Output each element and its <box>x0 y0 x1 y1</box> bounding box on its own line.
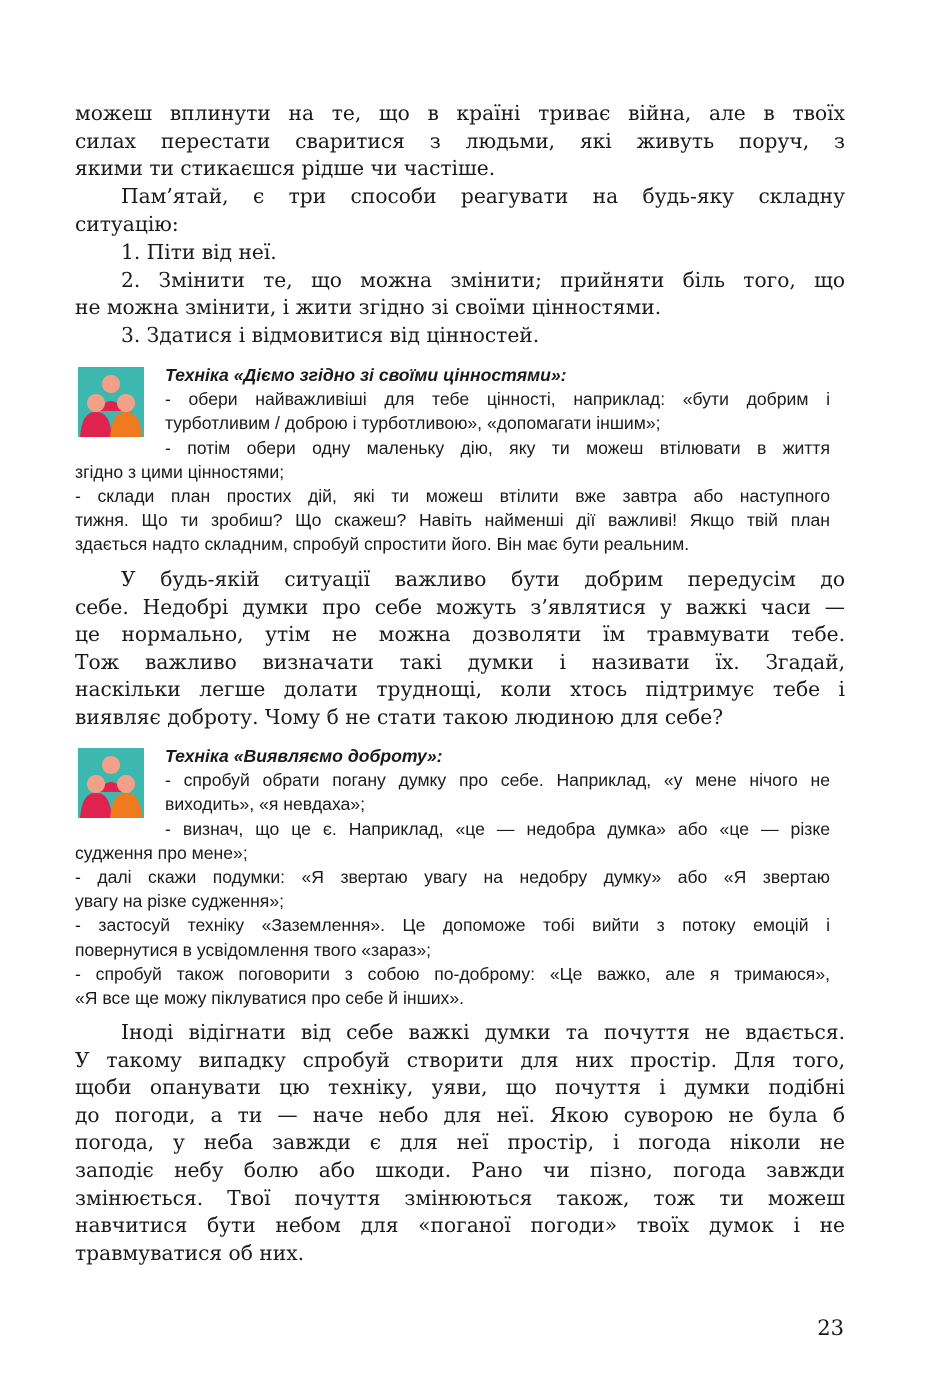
technique-line: - застосуй техніку «Заземлення». Це допоможе тобі вийти з потоку емоцій і <box>75 915 830 936</box>
text-line: Іноді відігнати від себе важкі думки та почуття не вдається. <box>121 1020 845 1044</box>
numbered-list <box>75 239 845 349</box>
technique-values-box <box>75 363 830 557</box>
text-line: Пам’ятай, є три способи реагувати на будь-яку складну <box>121 184 845 208</box>
paragraph-continuation <box>75 100 845 183</box>
text-line: змінюється. Твої почуття змінюються також, тож ти можеш <box>75 1185 845 1210</box>
text-line: Тож важливо визначати такі думки і називати їх. Згадай, <box>75 649 845 674</box>
text-line: до погоди, а ти — наче небо для неї. Якою суворою не була б <box>75 1102 845 1127</box>
text-line: заподіє небу болю або шкоди. Рано чи пізно, погода завжди <box>75 1157 845 1182</box>
technique-line: виходить», «я невдаха»; <box>165 794 366 815</box>
technique-line: - далі скажи подумки: «Я звертаю увагу на недобру думку» або «Я звертаю <box>75 867 830 888</box>
technique-line: тижня. Що ти зробиш? Що скажеш? Навіть найменші дії важливі! Якщо твій план <box>75 510 830 531</box>
list-item-1: 1. Піти від неї. <box>121 240 277 264</box>
text-line: ситуацію: <box>75 211 179 236</box>
text-line: себе. Недобрі думки про себе можуть з’являтися у важкі часи — <box>75 594 845 619</box>
list-item-3: 3. Здатися і відмовитися від цінностей. <box>121 322 540 347</box>
text-line: силах перестати сваритися з людьми, які живуть поруч, з <box>75 128 845 153</box>
list-item-2: 2. Змінити те, що можна змінити; прийняти біль того, що <box>121 267 845 292</box>
paragraph-kindness <box>75 566 845 732</box>
technique-title: Техніка «Виявляємо доброту»: <box>165 746 443 766</box>
text-line: наскільки легше долати труднощі, коли хтось підтримує тебе і <box>75 677 845 702</box>
text-line: якими ти стикаєшся рідше чи частіше. <box>75 156 496 181</box>
text-line: можеш вплинути на те, що в країні триває війна, але в твоїх <box>75 101 845 125</box>
technique-line: турботливим / доброю і турботливою», «допомагати іншим»; <box>165 413 661 434</box>
text-line: погода, у неба завжди є для неї простір, і погода ніколи не <box>75 1130 845 1155</box>
technique-title: Техніка «Діємо згідно зі своїми цінностями»: <box>165 365 567 385</box>
technique-line: судження про мене»; <box>75 842 248 863</box>
text-line: У такому випадку спробуй створити для них простір. Для того, <box>75 1047 845 1072</box>
technique-line: - склади план простих дій, які ти можеш втілити вже завтра або наступного <box>75 486 830 507</box>
text-line: травмуватися об них. <box>75 1240 304 1265</box>
paragraph-sky-technique <box>75 1019 845 1267</box>
text-line: навчитися бути небом для «поганої погоди» твоїх думок і не <box>75 1213 845 1238</box>
paragraph-three-ways <box>75 183 845 238</box>
technique-line: «Я все ще можу піклуватися про себе й інших». <box>75 988 464 1009</box>
technique-line: повернутися в усвідомлення твого «зараз»; <box>75 939 432 960</box>
technique-line: увагу на різке судження»; <box>75 891 285 912</box>
technique-line: - обери найважливіші для тебе цінності, наприклад: «бути добрим і <box>165 389 830 410</box>
technique-kindness-box <box>75 744 830 1010</box>
technique-line: - визнач, що це є. Наприклад, «це — недобра думка» або «це — різке <box>165 818 830 839</box>
text-line: У будь-якій ситуації важливо бути добрим передусім до <box>121 567 845 591</box>
technique-line: згідно з цими цінностями; <box>75 461 285 482</box>
technique-line: здається надто складним, спробуй спростити його. Він має бути реальним. <box>75 534 690 555</box>
text-line: щоби опанувати цю техніку, уяви, що почуття і думки подібні <box>75 1075 845 1100</box>
technique-line: - спробуй обрати погану думку про себе. Наприклад, «у мене нічого не <box>165 770 830 791</box>
technique-line: - потім обери одну маленьку дію, яку ти можеш втілювати в життя <box>165 437 830 458</box>
list-item-2-cont: не можна змінити, і жити згідно зі своїми цінностями. <box>75 295 662 320</box>
text-line: виявляє доброту. Чому б не стати такою людиною для себе? <box>75 704 724 729</box>
text-line: це нормально, утім не можна дозволяти їм травмувати тебе. <box>75 622 845 647</box>
page-number: 23 <box>817 1316 844 1340</box>
technique-line: - спробуй також поговорити з собою по-доброму: «Це важко, але я тримаюся», <box>75 963 830 984</box>
